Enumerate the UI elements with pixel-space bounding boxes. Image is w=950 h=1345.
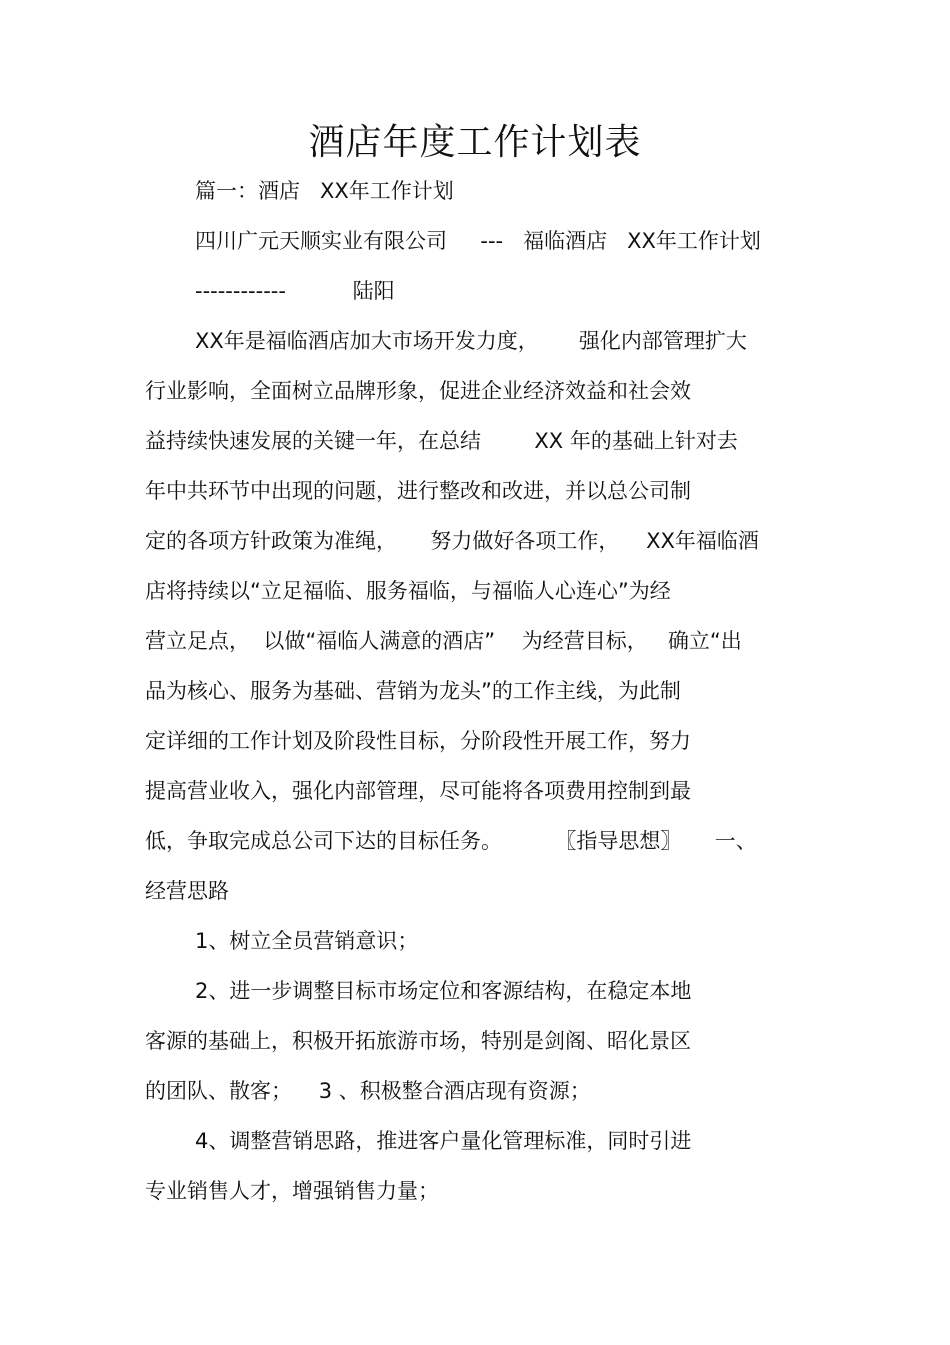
paragraph-line: 提高营业收入，强化内部管理，尽可能将各项费用控制到最 (145, 779, 691, 803)
company-line: 四川广元天顺实业有限公司 --- 福临酒店 XX年工作计划 (195, 229, 761, 253)
list-item-continuation: 专业销售人才，增强销售力量； (145, 1179, 439, 1203)
paragraph-line: 品为核心、服务为基础、营销为龙头”的工作主线，为此制 (145, 679, 681, 703)
paragraph-line: 低，争取完成总公司下达的目标任务。 〖指导思想〗 一、 (145, 829, 757, 853)
document-title: 酒店年度工作计划表 (308, 122, 642, 163)
list-item-continuation: 的团队、散客； 3 、积极整合酒店现有资源； (145, 1079, 591, 1103)
author-line: ------------ 陆阳 (195, 279, 395, 303)
paragraph-line: 定详细的工作计划及阶段性目标，分阶段性开展工作，努力 (145, 729, 691, 753)
list-item-continuation: 客源的基础上，积极开拓旅游市场，特别是剑阁、昭化景区 (145, 1029, 691, 1053)
paragraph-line: 店将持续以“立足福临、服务福临，与福临人心连心”为经 (145, 579, 671, 603)
paragraph-line: 行业影响，全面树立品牌形象，促进企业经济效益和社会效 (145, 379, 691, 403)
paragraph-line: 定的各项方针政策为准绳， 努力做好各项工作， XX年福临酒 (145, 529, 759, 553)
section-heading: 经营思路 (145, 879, 229, 903)
list-item: 4、调整营销思路，推进客户量化管理标准，同时引进 (195, 1129, 692, 1153)
paragraph-line: 益持续快速发展的关键一年，在总结 XX 年的基础上针对去 (145, 429, 738, 453)
list-item: 1、树立全员营销意识； (195, 929, 419, 953)
paragraph-line: 年中共环节中出现的问题，进行整改和改进，并以总公司制 (145, 479, 691, 503)
list-item: 2、进一步调整目标市场定位和客源结构，在稳定本地 (195, 979, 692, 1003)
article-subtitle: 篇一：酒店 XX年工作计划 (195, 179, 454, 203)
paragraph-line: XX年是福临酒店加大市场开发力度， 强化内部管理扩大 (195, 329, 747, 353)
paragraph-line: 营立足点， 以做“福临人满意的酒店” 为经营目标， 确立“出 (145, 629, 742, 653)
